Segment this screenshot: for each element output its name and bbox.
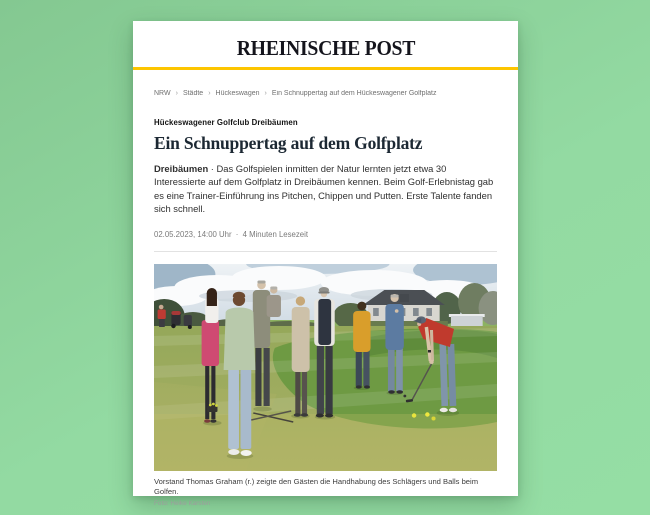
article-lead xyxy=(154,162,497,215)
article-photo xyxy=(154,264,497,471)
meta-reading-time: 4 Minuten Lesezeit xyxy=(242,229,309,239)
article-kicker: Hückeswagener Golfclub Dreibäumen xyxy=(154,118,298,127)
article-headline: Ein Schnuppertag auf dem Golfplatz xyxy=(154,133,423,153)
masthead-wrap xyxy=(133,21,518,61)
breadcrumb-separator: › xyxy=(175,90,178,97)
article-figure xyxy=(154,264,497,508)
accent-rule xyxy=(133,67,518,70)
breadcrumb-item-staedte[interactable]: Städte xyxy=(182,90,204,97)
person-blue-shirt xyxy=(385,294,403,394)
breadcrumb-item-current-article[interactable]: Ein Schnuppertag auf dem Hückeswagener Golfplatz xyxy=(271,90,437,97)
meta-date: 02.05.2023, 14:00 Uhr xyxy=(154,229,232,239)
breadcrumb-separator: › xyxy=(208,90,211,97)
lead-location: Dreibäumen xyxy=(154,163,209,175)
lead-separator: · xyxy=(210,163,214,175)
photo-caption: Vorstand Thomas Graham (r.) zeigte den Gästen die Handhabung des Schlägers und Balls beim Golfen. xyxy=(154,476,479,496)
breadcrumb-item-nrw[interactable]: NRW xyxy=(154,90,171,97)
photo-credit: Foto: Heike Karsten xyxy=(154,500,211,507)
masthead-logo[interactable]: RHEINISCHE POST xyxy=(236,36,415,60)
content-divider xyxy=(154,251,497,252)
breadcrumb-item-hueckeswagen[interactable]: Hückeswagen xyxy=(215,90,260,97)
breadcrumb xyxy=(154,90,497,97)
article-meta xyxy=(154,230,497,239)
meta-separator: · xyxy=(235,229,239,239)
breadcrumb-separator: › xyxy=(264,90,267,97)
lead-text: Das Golfspielen inmitten der Natur lernten jetzt etwa 30 Interessierte auf dem Golfplatz in Dreibäumen kennen. Beim Golf-Erlebnistag gab es eine Trainer-Einführung ins Pitchen, Chippen und Putten. Erste Talente fanden sich schnell. xyxy=(154,163,494,215)
shed xyxy=(449,314,485,328)
article-page xyxy=(133,21,518,507)
